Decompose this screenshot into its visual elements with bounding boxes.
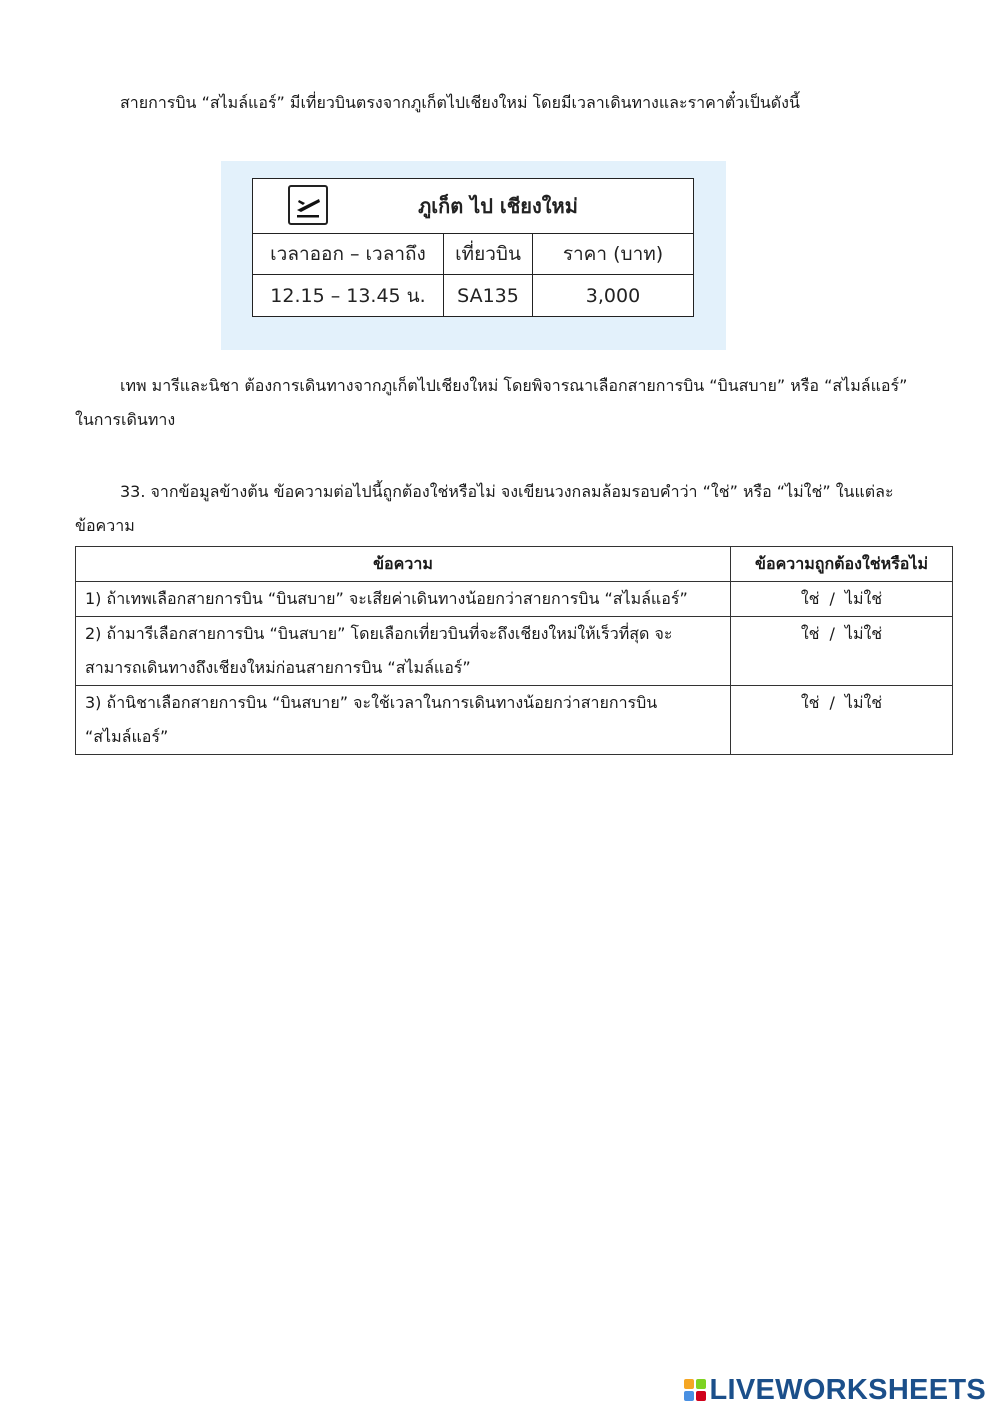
question-text-line1: 33. จากข้อมูลข้างต้น ข้อความต่อไปนี้ถูกต้องใช่หรือไม่ จงเขียนวงกลมล้อมรอบคำว่า “ใช่” หรือ “ไม่ใช่” ในแต่ละ — [120, 482, 894, 501]
answer-yes-option[interactable]: ใช่ — [800, 589, 820, 608]
header-statement: ข้อความ — [76, 547, 731, 582]
question-text-line2: ข้อความ — [75, 516, 135, 535]
answer-cell — [731, 686, 953, 755]
statement-cell — [76, 686, 731, 755]
header-price: ราคา (บาท) — [533, 234, 694, 275]
table-row — [76, 686, 953, 755]
statement-line: 1) ถ้าเทพเลือกสายการบิน “บินสบาย” จะเสียค่าเดินทางน้อยกว่าสายการบิน “สไมล์แอร์” — [85, 589, 688, 608]
cell-flight: SA135 — [444, 275, 533, 317]
flight-route-cell — [253, 179, 694, 234]
logo-grid-icon — [684, 1379, 706, 1401]
header-answer: ข้อความถูกต้องใช่หรือไม่ — [731, 547, 953, 582]
answer-separator: / — [829, 693, 835, 712]
liveworksheets-logo — [684, 1374, 987, 1406]
header-time: เวลาออก – เวลาถึง — [253, 234, 444, 275]
statement-cell — [76, 582, 731, 617]
answer-yes-option[interactable]: ใช่ — [800, 693, 820, 712]
answer-no-option[interactable]: ไม่ใช่ — [844, 624, 883, 643]
statement-line: “สไมล์แอร์” — [85, 727, 169, 746]
statement-line: สามารถเดินทางถึงเชียงใหม่ก่อนสายการบิน “สไมล์แอร์” — [85, 658, 471, 677]
statement-cell — [76, 617, 731, 686]
statements-table — [75, 546, 953, 755]
answer-cell — [731, 617, 953, 686]
table-row — [76, 582, 953, 617]
flight-info-image — [221, 161, 726, 350]
intro-text: สายการบิน “สไมล์แอร์” มีเที่ยวบินตรงจากภูเก็ตไปเชียงใหม่ โดยมีเวลาเดินทางและราคาตั๋วเป็นดังนี้ — [120, 93, 800, 112]
flight-route-title: ภูเก็ต ไป เชียงใหม่ — [418, 194, 578, 218]
answer-yes-option[interactable]: ใช่ — [800, 624, 820, 643]
cell-price: 3,000 — [533, 275, 694, 317]
scenario-text-line1: เทพ มารีและนิชา ต้องการเดินทางจากภูเก็ตไปเชียงใหม่ โดยพิจารณาเลือกสายการบิน “บินสบาย” หรือ “สไมล์แอร์” — [120, 376, 908, 395]
logo-text: LIVEWORKSHEETS — [709, 1373, 986, 1406]
statement-line: 3) ถ้านิชาเลือกสายการบิน “บินสบาย” จะใช้เวลาในการเดินทางน้อยกว่าสายการบิน — [85, 693, 658, 712]
header-flight: เที่ยวบิน — [444, 234, 533, 275]
answer-no-option[interactable]: ไม่ใช่ — [844, 589, 883, 608]
scenario-text-line2: ในการเดินทาง — [75, 410, 176, 429]
answer-separator: / — [829, 624, 835, 643]
flight-info-table — [252, 178, 694, 317]
answer-no-option[interactable]: ไม่ใช่ — [844, 693, 883, 712]
answer-cell — [731, 582, 953, 617]
statement-line: 2) ถ้ามารีเลือกสายการบิน “บินสบาย” โดยเลือกเที่ยวบินที่จะถึงเชียงใหม่ให้เร็วที่สุด จะ — [85, 624, 673, 643]
cell-time: 12.15 – 13.45 น. — [253, 275, 444, 317]
answer-separator: / — [829, 589, 835, 608]
table-row — [76, 617, 953, 686]
airplane-departure-icon — [288, 185, 328, 225]
